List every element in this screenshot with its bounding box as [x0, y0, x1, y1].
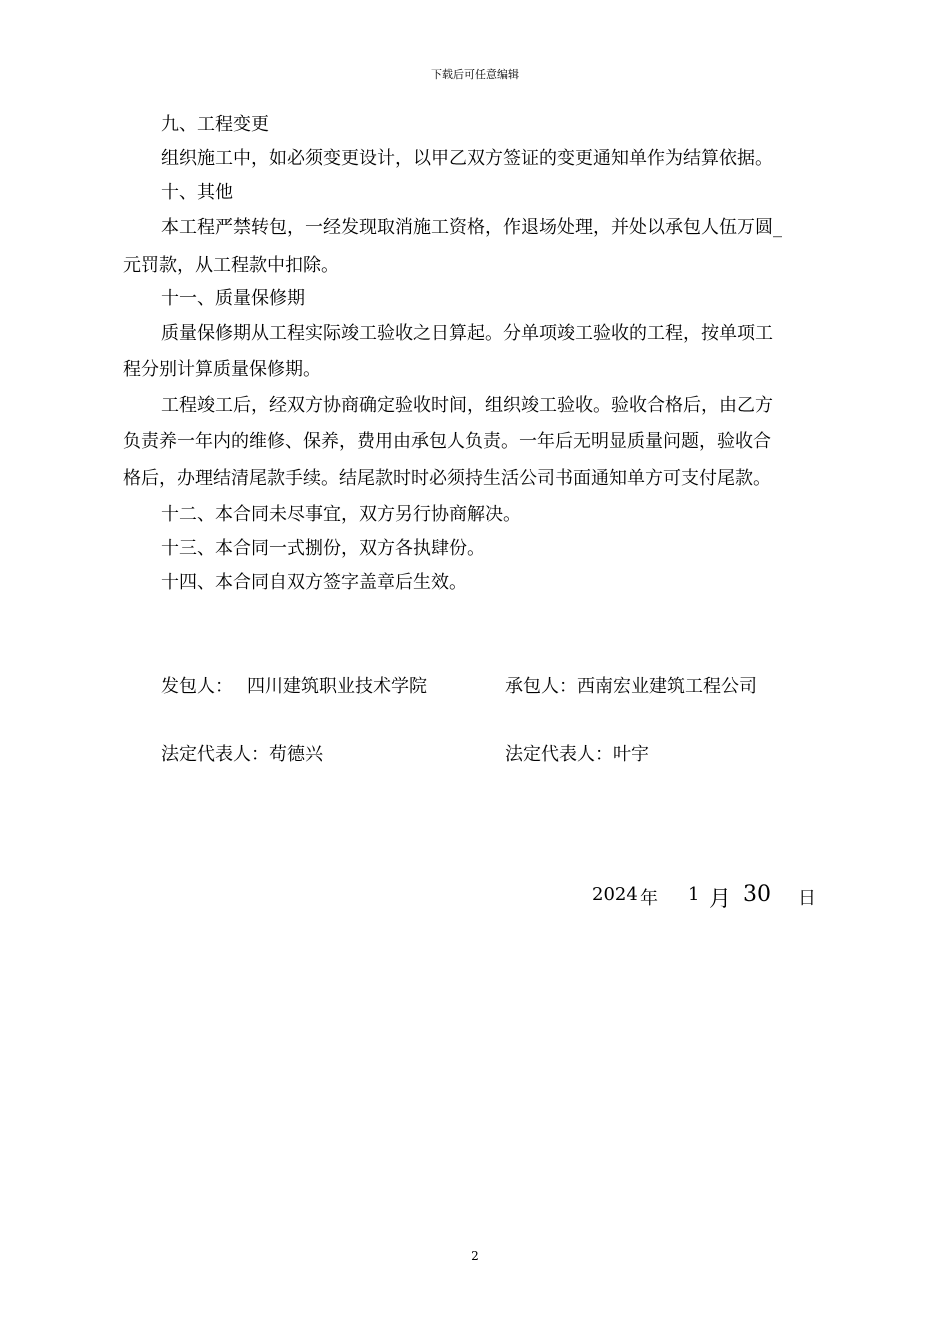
section-11-paragraph-1-line-1: 质量保修期从工程实际竣工验收之日算起。分单项竣工验收的工程，按单项工 — [161, 323, 773, 344]
date-month-char: 月 — [709, 887, 732, 912]
date-year: 2024 — [592, 884, 638, 905]
date-day-char: 日 — [798, 888, 816, 909]
section-14-text: 十四、本合同自双方签字盖章后生效。 — [161, 572, 467, 593]
section-12-text: 十二、本合同未尽事宜，双方另行协商解决。 — [161, 504, 521, 525]
section-11-title: 十一、质量保修期 — [161, 288, 305, 309]
employer-name: 四川建筑职业技术学院 — [247, 676, 427, 697]
section-13-text: 十三、本合同一式捌份，双方各执肆份。 — [161, 538, 485, 559]
contractor-legal-representative: 法定代表人：叶宇 — [505, 744, 649, 765]
employer-label: 发包人： — [161, 676, 233, 697]
section-10-text-line-1: 本工程严禁转包，一经发现取消施工资格，作退场处理，并处以承包人伍万圆_ — [161, 217, 782, 238]
section-9-title: 九、工程变更 — [161, 114, 269, 135]
employer-legal-representative: 法定代表人：苟德兴 — [161, 744, 323, 765]
date-year-char: 年 — [640, 888, 658, 909]
page-number: 2 — [471, 1249, 479, 1263]
page-header-note: 下载后可任意编辑 — [431, 68, 519, 81]
section-10-text-line-2: 元罚款，从工程款中扣除。 — [123, 255, 339, 276]
contractor-line: 承包人：西南宏业建筑工程公司 — [505, 676, 757, 697]
date-day: 30 — [743, 882, 771, 907]
section-11-paragraph-2-line-3: 格后，办理结清尾款手续。结尾款时时必须持生活公司书面通知单方可支付尾款。 — [123, 468, 771, 489]
signing-date — [0, 882, 950, 912]
section-9-text: 组织施工中，如必须变更设计，以甲乙双方签证的变更通知单作为结算依据。 — [161, 148, 773, 169]
section-11-paragraph-2-line-2: 负责养一年内的维修、保养，费用由承包人负责。一年后无明显质量问题，验收合 — [123, 431, 771, 452]
section-11-paragraph-1-line-2: 程分别计算质量保修期。 — [123, 359, 321, 380]
date-month: 1 — [688, 884, 700, 905]
section-10-title: 十、其他 — [161, 182, 233, 203]
section-11-paragraph-2-line-1: 工程竣工后，经双方协商确定验收时间，组织竣工验收。验收合格后，由乙方 — [161, 395, 773, 416]
